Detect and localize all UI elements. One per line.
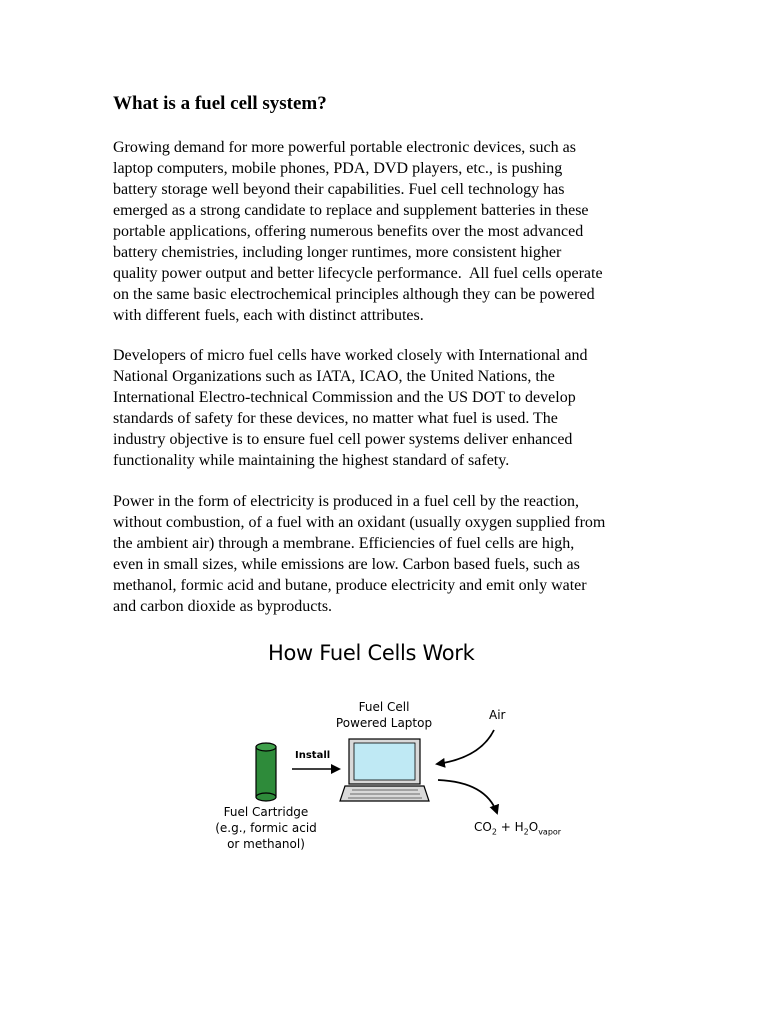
text-line: battery storage well beyond their capabilities. Fuel cell technology has [113,181,565,198]
laptop-icon [340,739,429,801]
text-line: functionality while maintaining the highest standard of safety. [113,452,510,469]
text-line: battery chemistries, including longer runtimes, more consistent higher [113,244,562,261]
fuel-cartridge-icon [256,743,276,801]
paragraph-2 [113,345,588,471]
text-line: without combustion, of a fuel with an oxidant (usually oxygen supplied from [113,514,606,531]
formula-co-subscript: 2 [491,827,497,837]
document-title: What is a fuel cell system? [113,93,327,114]
text-line: standards of safety for these devices, no matter what fuel is used. The [113,410,558,427]
text-line: Developers of micro fuel cells have worked closely with International and [113,347,588,364]
air-inflow-arrow-icon [437,730,494,764]
cartridge-label-line: Fuel Cartridge [223,805,309,819]
paragraph-1 [113,137,603,326]
text-line: emerged as a strong candidate to replace and supplement batteries in these [113,202,589,219]
install-label: Install [295,750,331,761]
text-line: methanol, formic acid and butane, produce electricity and emit only water [113,577,587,594]
output-formula [474,820,561,836]
cartridge-label-line: or methanol) [227,837,305,851]
text-line: National Organizations such as IATA, ICAO, the United Nations, the [113,368,555,385]
laptop-label [330,699,438,731]
text-line: portable applications, offering numerous benefits over the most advanced [113,223,584,240]
text-line: the ambient air) through a membrane. Efficiencies of fuel cells are high, [113,535,575,552]
cartridge-label [200,804,332,852]
paragraph-3 [113,491,605,617]
exhaust-outflow-arrow-icon [438,780,497,813]
text-line: Growing demand for more powerful portable electronic devices, such as [113,139,576,156]
text-line: and carbon dioxide as byproducts. [113,598,333,615]
diagram-heading: How Fuel Cells Work [268,641,475,665]
text-line: with different fuels, each with distinct attributes. [113,307,424,324]
text-line: Power in the form of electricity is produced in a fuel cell by the reaction, [113,493,580,510]
air-label: Air [489,708,506,722]
text-line: International Electro-technical Commission and the US DOT to develop [113,389,576,406]
text-line: laptop computers, mobile phones, PDA, DVD players, etc., is pushing [113,160,563,177]
text-line: quality power output and better lifecycle performance. All fuel cells operate [113,265,603,282]
formula-plus-h: + H [496,820,524,834]
cartridge-label-line: (e.g., formic acid [215,821,317,835]
formula-co: CO [474,820,492,834]
formula-o: O [528,820,539,834]
text-line: even in small sizes, while emissions are low. Carbon based fuels, such as [113,556,580,573]
formula-h-subscript: 2 [523,827,529,837]
formula-vapor-subscript: vapor [538,827,562,837]
laptop-label-line: Fuel Cell [358,700,410,714]
text-line: industry objective is to ensure fuel cell power systems deliver enhanced [113,431,573,448]
laptop-label-line: Powered Laptop [335,716,433,730]
text-line: on the same basic electrochemical principles although they can be powered [113,286,595,303]
